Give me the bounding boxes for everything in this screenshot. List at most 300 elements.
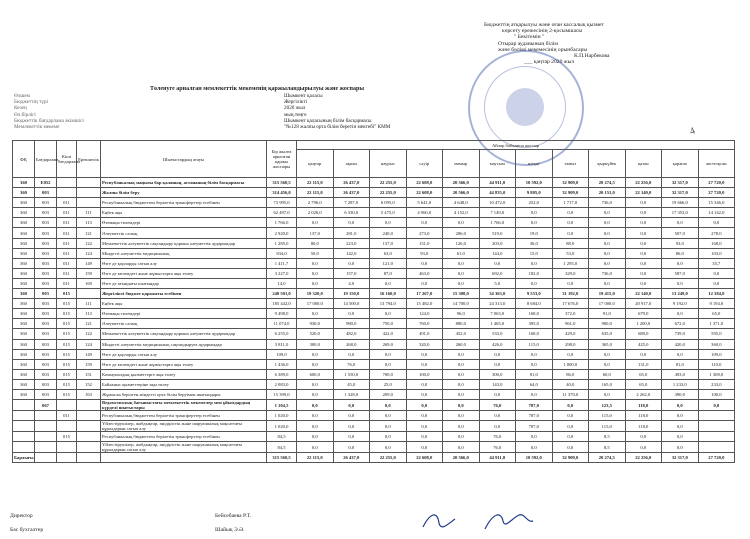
expense-name-cell: Ведомстволық бағыныстағы мемлекеттік мекемелер мен ұйымдардың күрделі шығыстары: [101, 400, 267, 411]
amount-cell: 0,0: [443, 349, 480, 359]
amount-cell: 0,0: [443, 411, 480, 421]
amount-cell: 533,0: [479, 329, 516, 339]
code-cell: [57, 178, 77, 188]
amount-cell: 1 436,0: [267, 359, 297, 369]
amount-cell: 595,0: [698, 329, 735, 339]
amount-cell: 320,0: [406, 339, 443, 349]
code-cell: [35, 453, 57, 463]
amount-cell: 24 313,0: [479, 299, 516, 309]
table-row: [13, 188, 735, 198]
amount-cell: 0,0: [589, 349, 626, 359]
amount-cell: 0,0: [479, 389, 516, 399]
amount-cell: 63,0: [370, 248, 407, 258]
signature-name: Шайық Э.Ә.: [215, 527, 245, 533]
amount-cell: 0,0: [698, 218, 735, 228]
amount-cell: 0,0: [443, 432, 480, 442]
amount-cell: 0,0: [406, 278, 443, 288]
table-row: [13, 178, 735, 188]
code-cell: 163: [77, 389, 101, 399]
code-cell: [77, 400, 101, 411]
code-cell: 360: [13, 208, 35, 218]
code-cell: 015: [57, 319, 77, 329]
code-cell: 003: [35, 319, 57, 329]
amount-cell: 315 560,5: [267, 453, 297, 463]
amount-cell: 14,0: [267, 278, 297, 288]
code-cell: 151: [77, 369, 101, 379]
amount-cell: 0,0: [297, 379, 334, 389]
code-cell: 159: [77, 359, 101, 369]
code-cell: 011: [57, 238, 77, 248]
amount-cell: 2 083,0: [267, 379, 297, 389]
amount-cell: 206,0: [443, 228, 480, 238]
code-cell: 149: [77, 258, 101, 268]
amount-cell: 31 192,0: [552, 289, 589, 299]
amount-cell: 0,0: [333, 421, 370, 432]
table-row: [13, 432, 735, 442]
amount-cell: 900,0: [589, 319, 626, 329]
amount-cell: 9 194,0: [698, 299, 735, 309]
code-cell: 360: [13, 369, 35, 379]
amount-cell: 182,0: [516, 268, 553, 278]
amount-cell: 0,0: [297, 359, 334, 369]
header-monthly-group: Айлар бойынша жоспар: [297, 141, 735, 150]
amount-cell: 0,0: [625, 442, 662, 453]
code-cell: 113: [77, 218, 101, 228]
amount-cell: 223,0: [333, 238, 370, 248]
amount-cell: 121,0: [370, 258, 407, 268]
amount-cell: 360,0: [698, 339, 735, 349]
amount-cell: 22 115,0: [297, 188, 334, 198]
amount-cell: 17 000,0: [297, 299, 334, 309]
table-row: [13, 339, 735, 349]
amount-cell: 22 255,0: [370, 453, 407, 463]
amount-cell: 87,0: [370, 268, 407, 278]
table-row: [13, 248, 735, 258]
amount-cell: 22 256,0: [625, 178, 662, 188]
amount-cell: 7 287,0: [333, 198, 370, 208]
amount-cell: 0,0: [406, 359, 443, 369]
amount-cell: 0,0: [589, 208, 626, 218]
amount-cell: 0,0: [516, 442, 553, 453]
code-cell: 360: [13, 248, 35, 258]
expense-name-cell: Міндетті әлеуметтік медициналық сақтандыруға аударымдар: [101, 339, 267, 349]
amount-cell: 0,0: [625, 218, 662, 228]
meta-label: Кезең: [14, 105, 27, 112]
amount-cell: 20 566,0: [443, 188, 480, 198]
amount-cell: 4,0: [333, 278, 370, 288]
table-row: [13, 349, 735, 359]
expense-name-cell: Өтемақы төлемдері: [101, 218, 267, 228]
header-specifics: Ерекшелік: [77, 141, 101, 178]
amount-cell: 168,0: [516, 329, 553, 339]
amount-cell: 110,0: [698, 359, 735, 369]
expense-name-cell: Әлеуметтік салық: [101, 228, 267, 238]
amount-cell: 165,0: [589, 379, 626, 389]
amount-cell: 81,0: [662, 359, 699, 369]
amount-cell: 0,0: [297, 349, 334, 359]
code-cell: [35, 432, 57, 442]
code-cell: 003: [35, 389, 57, 399]
amount-cell: 1 717,0: [552, 198, 589, 208]
amount-cell: 0,0: [662, 432, 699, 442]
amount-cell: 10 472,0: [479, 198, 516, 208]
amount-cell: 0,0: [443, 379, 480, 389]
amount-cell: 0,0: [406, 432, 443, 442]
amount-cell: 0,0: [479, 349, 516, 359]
amount-cell: 420,0: [662, 339, 699, 349]
amount-cell: 0,0: [589, 228, 626, 238]
amount-cell: 100,0: [406, 369, 443, 379]
amount-cell: 0,0: [297, 400, 334, 411]
amount-cell: 15 346,0: [698, 198, 735, 208]
amount-cell: 260,0: [443, 339, 480, 349]
amount-cell: 0,0: [406, 389, 443, 399]
table-row: [13, 389, 735, 399]
code-cell: 360: [13, 289, 35, 299]
amount-cell: 0,0: [516, 359, 553, 369]
amount-cell: 0,0: [516, 278, 553, 288]
amount-cell: 0,0: [552, 411, 589, 421]
expense-name-cell: Өзге де көлемдегі және жұмыстарға ақы төлеу: [101, 268, 267, 278]
code-cell: 360: [13, 228, 35, 238]
code-cell: [77, 421, 101, 432]
amount-cell: 233,0: [698, 379, 735, 389]
amount-cell: 12 384,0: [698, 289, 735, 299]
approval-line: ___ қаңтар 2020 жыл: [524, 59, 575, 66]
amount-cell: 27 720,0: [698, 178, 735, 188]
document-title: Төленуге арналған мемлекеттік мекеменің қаржыландырылуы және жоспары: [150, 86, 365, 92]
code-cell: 015: [57, 299, 77, 309]
amount-cell: 44 835,0: [479, 188, 516, 198]
amount-cell: 20 566,0: [443, 453, 480, 463]
amount-cell: 1 285,0: [267, 238, 297, 248]
approval-line: және бөлімі мекемесінің орынбасары: [498, 46, 588, 53]
code-cell: 360: [13, 178, 35, 188]
amount-cell: 84,5: [267, 432, 297, 442]
header-month: қараша: [662, 150, 699, 178]
amount-cell: 736,0: [589, 268, 626, 278]
header-month: сәуір: [406, 150, 443, 178]
amount-cell: 19 415,0: [589, 289, 626, 299]
amount-cell: 0,0: [698, 400, 735, 411]
amount-cell: 689,0: [625, 329, 662, 339]
expense-name-cell: Республикалық бюджеттен берілетін трансферттер есебінен: [101, 198, 267, 208]
signature-role: Бас бухгалтер: [10, 527, 44, 533]
amount-cell: 8,5: [589, 432, 626, 442]
amount-cell: 3 811,0: [267, 339, 297, 349]
amount-cell: 40,0: [552, 379, 589, 389]
amount-cell: 1 328,0: [333, 389, 370, 399]
amount-cell: 6 389,0: [267, 369, 297, 379]
amount-cell: 126,0: [443, 238, 480, 248]
amount-cell: 0,0: [406, 218, 443, 228]
amount-cell: 0,0: [297, 309, 334, 319]
table-row: [13, 268, 735, 278]
code-cell: 015: [57, 389, 77, 399]
code-cell: 360: [13, 379, 35, 389]
amount-cell: 203,0: [479, 238, 516, 248]
amount-cell: 76,0: [479, 442, 516, 453]
code-cell: 011: [57, 278, 77, 288]
amount-cell: 0,0: [625, 248, 662, 258]
amount-cell: 0,0: [443, 258, 480, 268]
amount-cell: 0,0: [443, 218, 480, 228]
amount-cell: 9 805,0: [516, 188, 553, 198]
code-cell: 360: [13, 299, 35, 309]
code-cell: 360: [13, 218, 35, 228]
amount-cell: 1 020,0: [267, 411, 297, 421]
amount-cell: 168,0: [698, 238, 735, 248]
amount-cell: 0,0: [406, 421, 443, 432]
code-cell: 124: [77, 339, 101, 349]
meta-label: Бюджеттік бағдарлама әкімшісі: [14, 117, 84, 124]
table-row: [13, 218, 735, 228]
code-cell: 003: [35, 309, 57, 319]
amount-cell: 0,0: [589, 238, 626, 248]
amount-cell: 115,0: [589, 411, 626, 421]
amount-cell: 53,0: [552, 248, 589, 258]
amount-cell: 64,0: [516, 379, 553, 389]
amount-cell: 86,0: [662, 248, 699, 258]
amount-cell: 507,0: [662, 228, 699, 238]
code-cell: 159: [77, 268, 101, 278]
code-cell: Барлығы: [13, 453, 35, 463]
amount-cell: 19,0: [516, 228, 553, 238]
amount-cell: 88,0: [552, 238, 589, 248]
amount-cell: 45,0: [333, 379, 370, 389]
amount-cell: 151,0: [406, 238, 443, 248]
amount-cell: 22 140,0: [625, 289, 662, 299]
amount-cell: 17 000,0: [589, 299, 626, 309]
header-month: желтоқсан: [698, 150, 735, 178]
amount-cell: 0,0: [333, 432, 370, 442]
code-cell: 360: [13, 329, 35, 339]
amount-cell: 5 641,0: [406, 198, 443, 208]
amount-cell: 19 666,0: [662, 198, 699, 208]
amount-cell: 600,0: [297, 369, 334, 379]
amount-cell: 252,0: [516, 198, 553, 208]
amount-cell: 9 192,0: [662, 299, 699, 309]
code-cell: [35, 411, 57, 421]
code-cell: [57, 400, 77, 411]
amount-cell: 0,0: [698, 268, 735, 278]
code-cell: 360: [13, 339, 35, 349]
amount-cell: 300,0: [297, 339, 334, 349]
amount-cell: 587,0: [662, 268, 699, 278]
code-cell: [13, 421, 35, 432]
amount-cell: 0,0: [443, 442, 480, 453]
expense-name-cell: Республикалық маңызы бар қаланың, астананың білім басқармасы: [101, 178, 267, 188]
amount-cell: 143,0: [479, 379, 516, 389]
meta-value: Жергілікті: [284, 99, 308, 106]
code-cell: 360: [13, 238, 35, 248]
header-fk: ФҚ: [13, 141, 35, 178]
amount-cell: 0,0: [297, 389, 334, 399]
table-row: [13, 411, 735, 421]
code-cell: 067: [35, 400, 57, 411]
amount-cell: 76,0: [479, 400, 516, 411]
amount-cell: 2 026,0: [297, 208, 334, 218]
amount-cell: 0,0: [297, 258, 334, 268]
amount-cell: 22 608,0: [406, 188, 443, 198]
amount-cell: 157,0: [333, 268, 370, 278]
amount-cell: 4 648,0: [443, 198, 480, 208]
amount-cell: 0,0: [662, 400, 699, 411]
expense-name-cell: Өтемақы төлемдері: [101, 309, 267, 319]
amount-cell: 0,0: [662, 411, 699, 421]
code-cell: 011: [57, 208, 77, 218]
amount-cell: 118,0: [625, 400, 662, 411]
code-cell: [13, 400, 35, 411]
amount-cell: 20 151,0: [589, 188, 626, 198]
amount-cell: 20 274,5: [589, 453, 626, 463]
amount-cell: 0,0: [443, 421, 480, 432]
amount-cell: 0,0: [698, 278, 735, 288]
amount-cell: 10 592,0: [516, 453, 553, 463]
amount-cell: 1 020,0: [267, 421, 297, 432]
amount-cell: 9 498,0: [267, 309, 297, 319]
amount-cell: 834,0: [267, 248, 297, 258]
amount-cell: 6 330,0: [333, 208, 370, 218]
handwritten-signatures: [415, 505, 555, 537]
amount-cell: 22 115,0: [297, 178, 334, 188]
amount-cell: 100,0: [698, 389, 735, 399]
amount-cell: 0,0: [625, 432, 662, 442]
expense-name-cell: Өзге де қорларды сатып алу: [101, 258, 267, 268]
amount-cell: 14 142,0: [698, 208, 735, 218]
amount-cell: 0,0: [333, 400, 370, 411]
amount-cell: 17 353,0: [662, 208, 699, 218]
code-cell: 003: [35, 248, 57, 258]
header-month: маусым: [479, 150, 516, 178]
code-cell: 111: [77, 208, 101, 218]
amount-cell: 422,0: [370, 329, 407, 339]
amount-cell: 1 308,0: [698, 369, 735, 379]
amount-cell: 19 320,0: [297, 289, 334, 299]
table-row: [13, 278, 735, 288]
amount-cell: 0,0: [333, 349, 370, 359]
table-row: [13, 289, 735, 299]
code-cell: 015: [57, 359, 77, 369]
amount-cell: 13 794,0: [370, 299, 407, 309]
code-cell: 360: [13, 319, 35, 329]
amount-cell: 0,0: [333, 218, 370, 228]
amount-cell: 44 911,0: [479, 453, 516, 463]
amount-cell: 0,0: [333, 258, 370, 268]
amount-cell: 0,0: [552, 208, 589, 218]
code-cell: 360: [13, 258, 35, 268]
approval-line: " Бекітемін ": [514, 34, 545, 41]
amount-cell: 0,0: [589, 389, 626, 399]
amount-cell: 0,0: [662, 309, 699, 319]
amount-cell: 0,0: [662, 218, 699, 228]
amount-cell: 0,0: [297, 268, 334, 278]
amount-cell: 0,0: [662, 258, 699, 268]
code-cell: [57, 188, 77, 198]
header-month: мамыр: [443, 150, 480, 178]
code-cell: 011: [57, 248, 77, 258]
amount-cell: 429,0: [552, 329, 589, 339]
code-cell: [77, 442, 101, 453]
code-cell: 152: [77, 379, 101, 389]
code-cell: [13, 442, 35, 453]
table-row: [13, 329, 735, 339]
amount-cell: 1 104,5: [267, 400, 297, 411]
amount-cell: 103,0: [698, 248, 735, 258]
amount-cell: 300,0: [479, 369, 516, 379]
code-cell: [57, 453, 77, 463]
amount-cell: 16 160,0: [370, 289, 407, 299]
amount-cell: 240,0: [370, 228, 407, 238]
code-cell: 124: [77, 248, 101, 258]
amount-cell: 372,0: [552, 309, 589, 319]
amount-cell: 268,0: [333, 339, 370, 349]
amount-cell: 27 720,0: [698, 453, 735, 463]
amount-cell: 137,0: [297, 228, 334, 238]
amount-cell: 14 500,0: [333, 299, 370, 309]
amount-cell: 15,0: [516, 248, 553, 258]
amount-cell: 278,0: [698, 228, 735, 238]
amount-cell: 62 497,0: [267, 208, 297, 218]
code-cell: [77, 198, 101, 208]
amount-cell: [698, 421, 735, 432]
code-cell: 003: [35, 289, 57, 299]
code-cell: 360: [13, 359, 35, 369]
code-cell: [13, 411, 35, 421]
amount-cell: 0,0: [370, 432, 407, 442]
amount-cell: 80,0: [297, 238, 334, 248]
amount-cell: 0,0: [625, 278, 662, 288]
expense-name-cell: Мемлекеттік әлеуметтік сақтандыру қорына әлеуметтік аударымдар: [101, 329, 267, 339]
meta-label: Өл.бірлігі: [14, 111, 36, 118]
code-cell: 003: [35, 379, 57, 389]
code-cell: 015: [57, 339, 77, 349]
table-row: [13, 453, 735, 463]
amount-cell: 880,0: [443, 319, 480, 329]
amount-cell: 0,0: [297, 411, 334, 421]
expense-name-cell: Коммуналдық қызметтерге ақы төлеу: [101, 369, 267, 379]
code-cell: 360: [13, 389, 35, 399]
code-cell: 011: [57, 258, 77, 268]
amount-cell: 329,0: [552, 268, 589, 278]
amount-cell: 14 700,0: [443, 299, 480, 309]
amount-cell: 118,0: [625, 421, 662, 432]
amount-cell: 0,0: [662, 442, 699, 453]
amount-cell: 22 608,0: [406, 453, 443, 463]
amount-cell: 22 255,0: [370, 178, 407, 188]
amount-cell: 22 255,0: [370, 188, 407, 198]
amount-cell: 76,0: [333, 359, 370, 369]
code-cell: [57, 421, 77, 432]
amount-cell: 0,0: [479, 411, 516, 421]
expense-name-cell: Үйлестірушілер, жабдықтар, өнідірістік және шаруашылық мақсаттағы құралдарын сатып алу: [101, 421, 267, 432]
amount-cell: 452,0: [443, 329, 480, 339]
code-cell: 011: [57, 411, 77, 421]
amount-cell: 9 553,0: [516, 289, 553, 299]
amount-cell: 787,0: [516, 411, 553, 421]
code-cell: 003: [35, 299, 57, 309]
amount-cell: 0,0: [516, 208, 553, 218]
amount-cell: 81,0: [516, 369, 553, 379]
amount-cell: 0,0: [370, 278, 407, 288]
amount-cell: [698, 432, 735, 442]
expense-name-cell: Өзге де ағымдағы шығындар: [101, 278, 267, 288]
code-cell: 015: [57, 369, 77, 379]
amount-cell: 679,0: [625, 309, 662, 319]
amount-cell: 17 267,0: [406, 289, 443, 299]
amount-cell: 8,5: [589, 442, 626, 453]
code-cell: 015: [57, 309, 77, 319]
